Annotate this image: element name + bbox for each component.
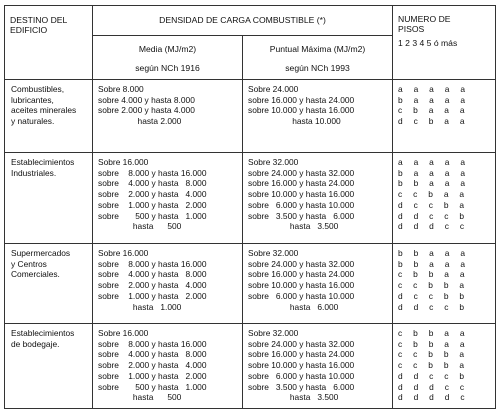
- header-media-norma: según NCh 1916: [135, 63, 200, 73]
- header-puntual-cell: [243, 36, 393, 80]
- media-range-line: sobre 8.000 y hasta 16.000: [98, 258, 207, 269]
- destino-cell: [5, 244, 93, 324]
- pisos-cell: [393, 244, 496, 324]
- puntual-range-line: sobre 16.000 y hasta 24.000: [248, 178, 355, 189]
- media-range-line: sobre 4.000 y hasta 8.000: [98, 94, 195, 105]
- puntual-range-line: sobre 16.000 y hasta 24.000: [248, 349, 355, 360]
- pisos-class-line: d d c c b: [398, 301, 469, 312]
- puntual-range-line: hasta 6.000: [248, 301, 339, 312]
- puntual-range-line: sobre 6.000 y hasta 10.000: [248, 199, 355, 210]
- puntual-range-line: sobre 16.000 y hasta 24.000: [248, 269, 355, 280]
- media-cell: [93, 153, 243, 244]
- media-range-line: sobre 4.000 y hasta 8.000: [98, 269, 207, 280]
- puntual-range-line: sobre 24.000 y hasta 32.000: [248, 338, 355, 349]
- media-range-line: hasta 500: [98, 221, 182, 232]
- media-range-line: sobre 1.000 y hasta 2.000: [98, 290, 207, 301]
- media-range-line: Sobre 16.000: [98, 328, 149, 338]
- pisos-class-line: d c b a a: [398, 116, 469, 127]
- pisos-class-line: d d d c c: [398, 221, 469, 232]
- destino-cell: [5, 80, 93, 153]
- puntual-range-line: Sobre 32.000: [248, 328, 299, 338]
- media-range-line: Sobre 8.000: [98, 84, 144, 94]
- destino-label: Supermercados y Centros Comerciales.: [11, 248, 71, 280]
- pisos-class-line: a a a a a: [398, 84, 470, 94]
- header-destino: DESTINO DEL EDIFICIO: [10, 15, 68, 35]
- pisos-class-line: b a a a a: [398, 167, 470, 178]
- puntual-range-line: sobre 6.000 y hasta 10.000: [248, 290, 355, 301]
- pisos-class-line: d d c c b: [398, 370, 469, 381]
- media-cell: [93, 80, 243, 153]
- puntual-range-line: hasta 3.500: [248, 392, 339, 403]
- header-densidad: DENSIDAD DE CARGA COMBUSTIBLE (*): [159, 15, 326, 25]
- pisos-class-line: c b b a a: [398, 338, 469, 349]
- media-range-line: sobre 4.000 y hasta 8.000: [98, 349, 207, 360]
- destino-label: Combustibles, lubricantes, aceites minerales y naturales.: [11, 84, 77, 126]
- header-densidad-cell: [93, 6, 393, 36]
- pisos-cell: [393, 324, 496, 409]
- puntual-range-line: Sobre 32.000: [248, 248, 299, 258]
- puntual-cell: [243, 324, 393, 409]
- header-pisos-cols: 1 2 3 4 5 ó más: [398, 38, 458, 48]
- destino-cell: [5, 153, 93, 244]
- pisos-class-line: d d c c b: [398, 210, 469, 221]
- media-range-line: sobre 2.000 y hasta 4.000: [98, 189, 207, 200]
- media-range-line: sobre 500 y hasta 1.000: [98, 210, 207, 221]
- pisos-class-line: b b a a a: [398, 178, 470, 189]
- table-row: [5, 324, 496, 409]
- destino-label: Establecimientos de bodegaje.: [11, 328, 75, 349]
- puntual-range-line: hasta 3.500: [248, 221, 339, 232]
- table-row: [5, 80, 496, 153]
- pisos-class-line: c c b b a: [398, 349, 469, 360]
- destino-cell: [5, 324, 93, 409]
- pisos-class-line: b b a a a: [398, 248, 470, 258]
- table-row: [5, 153, 496, 244]
- pisos-class-line: d c c b a: [398, 199, 469, 210]
- header-puntual-norma: según NCh 1993: [285, 63, 350, 73]
- pisos-class-line: c c b a a: [398, 189, 469, 200]
- media-range-line: Sobre 16.000: [98, 248, 149, 258]
- pisos-class-line: c c b b a: [398, 280, 469, 291]
- puntual-range-line: sobre 10.000 y hasta 16.000: [248, 280, 355, 291]
- combustible-load-table-container: [4, 5, 495, 406]
- media-range-line: hasta 500: [98, 392, 182, 403]
- destino-label: Establecimientos Industriales.: [11, 157, 75, 178]
- header-numero-cell: [393, 6, 496, 80]
- pisos-class-line: d d d c c: [398, 381, 469, 392]
- puntual-range-line: sobre 24.000 y hasta 32.000: [248, 258, 355, 269]
- media-range-line: hasta 1.000: [98, 301, 182, 312]
- media-range-line: hasta 2.000: [98, 116, 182, 127]
- puntual-range-line: sobre 10.000 y hasta 16.000: [248, 189, 355, 200]
- header-media-cell: [93, 36, 243, 80]
- header-puntual: Puntual Máxima (MJ/m2): [269, 44, 366, 54]
- pisos-cell: [393, 80, 496, 153]
- puntual-range-line: sobre 24.000 y hasta 32.000: [248, 167, 355, 178]
- table-row: [5, 244, 496, 324]
- header-numero: NUMERO DE PISOS: [398, 14, 451, 34]
- pisos-class-line: c b a a a: [398, 105, 469, 116]
- puntual-range-line: sobre 10.000 y hasta 16.000: [248, 105, 355, 116]
- pisos-class-line: d d d d c: [398, 392, 469, 403]
- puntual-cell: [243, 80, 393, 153]
- table-body: [5, 80, 496, 409]
- pisos-cell: [393, 153, 496, 244]
- media-range-line: sobre 500 y hasta 1.000: [98, 381, 207, 392]
- puntual-range-line: Sobre 24.000: [248, 84, 299, 94]
- puntual-range-line: sobre 3.500 y hasta 6.000: [248, 210, 355, 221]
- puntual-range-line: sobre 10.000 y hasta 16.000: [248, 360, 355, 371]
- media-range-line: sobre 8.000 y hasta 16.000: [98, 338, 207, 349]
- media-range-line: sobre 8.000 y hasta 16.000: [98, 167, 207, 178]
- puntual-range-line: hasta 10.000: [248, 116, 341, 127]
- media-range-line: sobre 2.000 y hasta 4.000: [98, 105, 195, 116]
- puntual-cell: [243, 153, 393, 244]
- pisos-class-line: c b b a a: [398, 328, 469, 338]
- puntual-range-line: sobre 16.000 y hasta 24.000: [248, 94, 355, 105]
- combustible-load-table: [4, 5, 496, 409]
- media-range-line: Sobre 16.000: [98, 157, 149, 167]
- pisos-class-line: b b a a a: [398, 258, 470, 269]
- puntual-range-line: sobre 3.500 y hasta 6.000: [248, 381, 355, 392]
- puntual-cell: [243, 244, 393, 324]
- media-cell: [93, 244, 243, 324]
- media-cell: [93, 324, 243, 409]
- puntual-range-line: sobre 6.000 y hasta 10.000: [248, 370, 355, 381]
- media-range-line: sobre 1.000 y hasta 2.000: [98, 199, 207, 210]
- puntual-range-line: Sobre 32.000: [248, 157, 299, 167]
- media-range-line: sobre 2.000 y hasta 4.000: [98, 280, 207, 291]
- header-media: Media (MJ/m2): [138, 44, 197, 54]
- pisos-class-line: d c c b b: [398, 290, 469, 301]
- media-range-line: sobre 1.000 y hasta 2.000: [98, 370, 207, 381]
- media-range-line: sobre 4.000 y hasta 8.000: [98, 178, 207, 189]
- header-destino-cell: [5, 6, 93, 80]
- pisos-class-line: a a a a a: [398, 157, 470, 167]
- media-range-line: sobre 2.000 y hasta 4.000: [98, 360, 207, 371]
- pisos-class-line: c c b b a: [398, 360, 469, 371]
- pisos-class-line: b a a a a: [398, 94, 470, 105]
- pisos-class-line: c b b a a: [398, 269, 469, 280]
